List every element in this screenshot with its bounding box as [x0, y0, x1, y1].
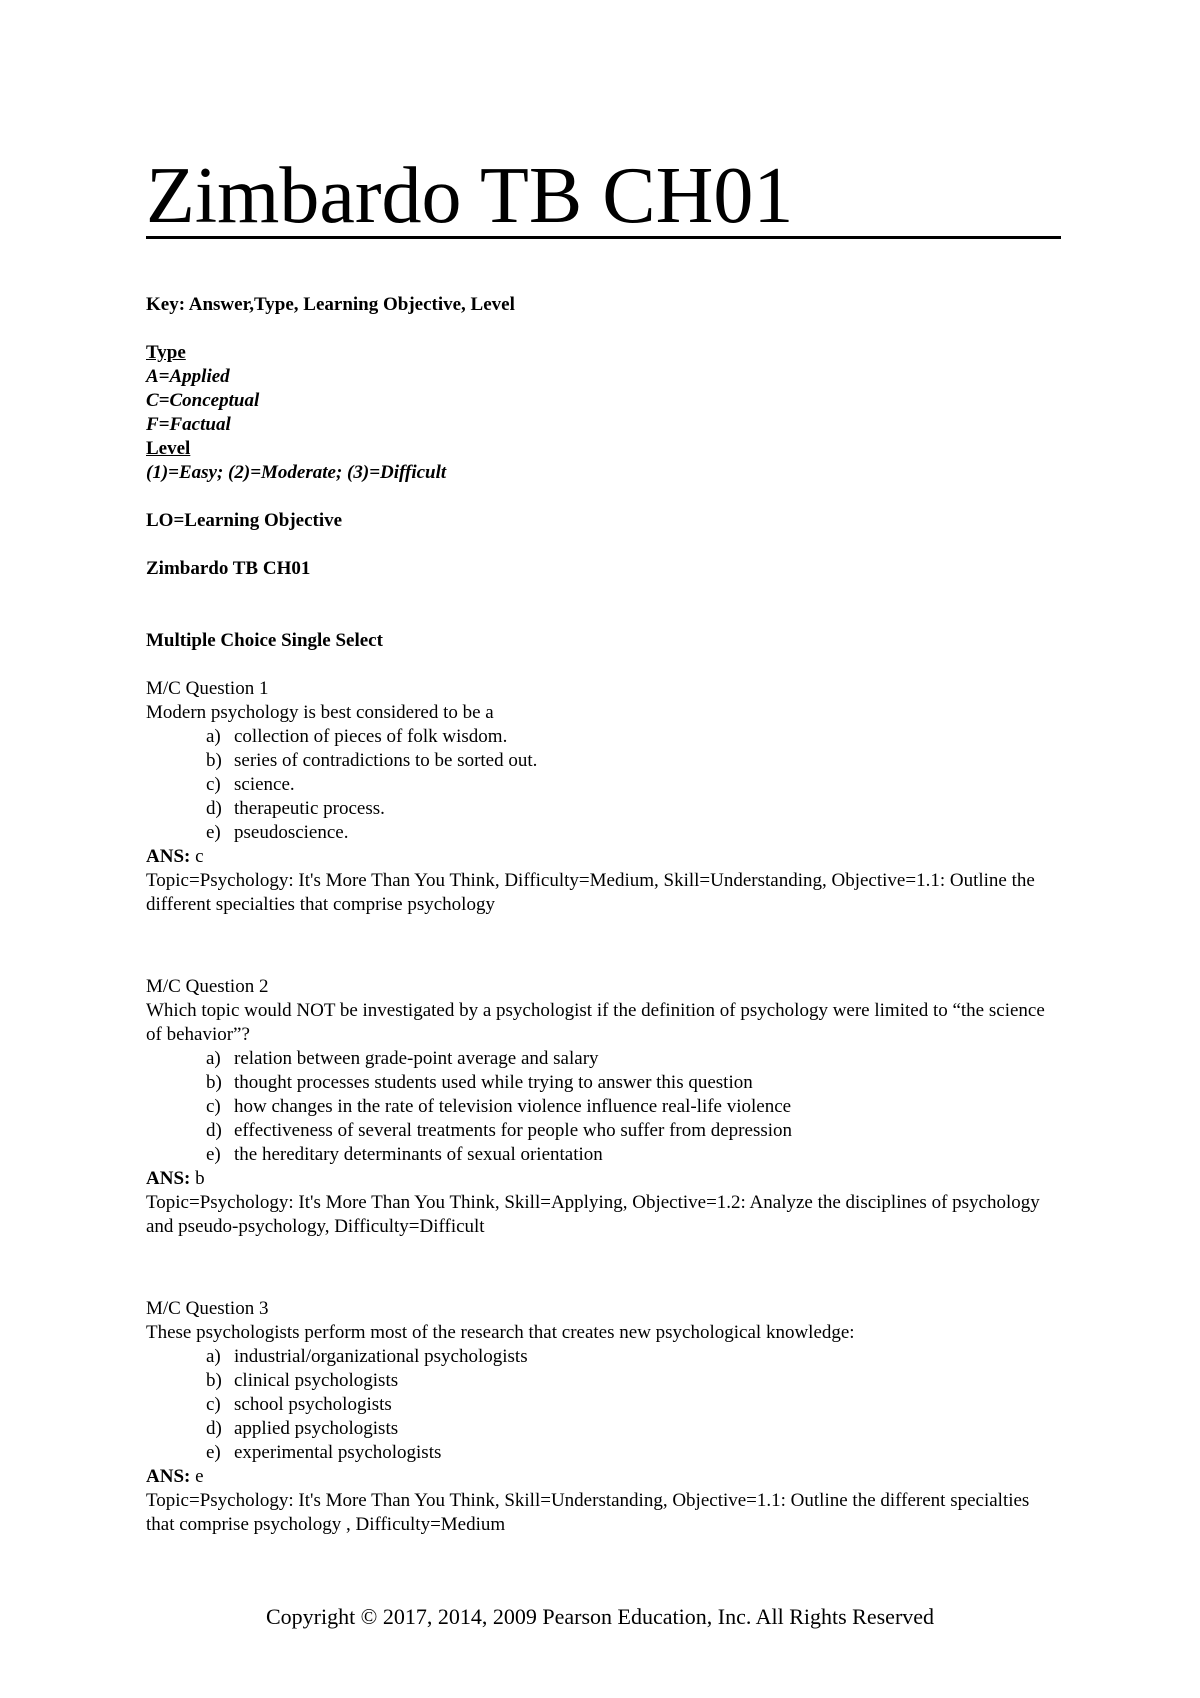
option-item [206, 1047, 1061, 1071]
option-text: experimental psychologists [234, 1442, 442, 1463]
lo-line: LO=Learning Objective [146, 510, 343, 531]
answer-label: ANS: [146, 1466, 191, 1487]
option-text: science. [234, 774, 295, 795]
option-item [206, 1095, 1061, 1119]
answer-line [146, 845, 1061, 869]
option-letter: d) [206, 1120, 222, 1141]
option-list [146, 1047, 1061, 1167]
question-meta: Topic=Psychology: It's More Than You Think, Skill=Applying, Objective=1.2: Analyze the disciplines of psychology and pseudo-psychology, Difficulty=Difficult [146, 1192, 1040, 1237]
type-factual: F=Factual [146, 414, 231, 435]
option-letter: b) [206, 1072, 222, 1093]
key-line: Key: Answer,Type, Learning Objective, Level [146, 294, 515, 315]
option-item [206, 725, 1061, 749]
type-applied: A=Applied [146, 366, 230, 387]
option-text: relation between grade-point average and salary [234, 1048, 599, 1069]
option-text: school psychologists [234, 1394, 392, 1415]
option-item [206, 797, 1061, 821]
answer-label: ANS: [146, 1168, 191, 1189]
option-text: how changes in the rate of television violence influence real-life violence [234, 1096, 792, 1117]
type-heading: Type [146, 342, 186, 363]
answer-value: e [190, 1466, 204, 1487]
option-item [206, 1441, 1061, 1465]
question-block [146, 975, 1061, 1239]
option-letter: c) [206, 1394, 221, 1415]
question-text: Which topic would NOT be investigated by a psychologist if the definition of psychology were limited to “the science of behavior”? [146, 1000, 1045, 1045]
question-block [146, 677, 1061, 917]
answer-line [146, 1167, 1061, 1191]
option-letter: a) [206, 1346, 221, 1367]
option-text: pseudoscience. [234, 822, 349, 843]
section-heading: Multiple Choice Single Select [146, 630, 383, 651]
option-letter: d) [206, 798, 222, 819]
answer-label: ANS: [146, 846, 191, 867]
option-letter: a) [206, 1048, 221, 1069]
option-letter: d) [206, 1418, 222, 1439]
type-conceptual: C=Conceptual [146, 390, 260, 411]
option-item [206, 1071, 1061, 1095]
option-text: the hereditary determinants of sexual orientation [234, 1144, 603, 1165]
option-letter: b) [206, 750, 222, 771]
option-item [206, 1143, 1061, 1167]
document-body [146, 293, 1061, 1537]
option-list [146, 725, 1061, 845]
option-item [206, 1369, 1061, 1393]
option-item [206, 1417, 1061, 1441]
option-letter: a) [206, 726, 221, 747]
option-letter: e) [206, 1442, 221, 1463]
question-block [146, 1297, 1061, 1537]
option-text: effectiveness of several treatments for people who suffer from depression [234, 1120, 793, 1141]
question-label: M/C Question 2 [146, 976, 269, 997]
level-values: (1)=Easy; (2)=Moderate; (3)=Difficult [146, 462, 447, 483]
answer-value: c [190, 846, 204, 867]
title-underline [146, 236, 1061, 239]
question-meta: Topic=Psychology: It's More Than You Think, Skill=Understanding, Objective=1.1: Outline the different specialties that comprise psychology , Difficulty=Medium [146, 1490, 1030, 1535]
option-text: collection of pieces of folk wisdom. [234, 726, 508, 747]
option-item [206, 773, 1061, 797]
option-text: industrial/organizational psychologists [234, 1346, 528, 1367]
level-heading: Level [146, 438, 191, 459]
question-text: These psychologists perform most of the research that creates new psychological knowledge: [146, 1322, 855, 1343]
copyright-footer: Copyright © 2017, 2014, 2009 Pearson Education, Inc. All Rights Reserved [265, 1604, 935, 1629]
option-letter: e) [206, 1144, 221, 1165]
option-item [206, 749, 1061, 773]
option-list [146, 1345, 1061, 1465]
document-title: Zimbardo TB CH01 [146, 152, 794, 240]
option-text: series of contradictions to be sorted out. [234, 750, 538, 771]
option-text: applied psychologists [234, 1418, 399, 1439]
question-label: M/C Question 3 [146, 1298, 269, 1319]
option-text: clinical psychologists [234, 1370, 399, 1391]
question-meta: Topic=Psychology: It's More Than You Think, Difficulty=Medium, Skill=Understanding, Objective=1.1: Outline the different specialties that comprise psychology [146, 870, 1035, 915]
section-subtitle: Zimbardo TB CH01 [146, 558, 311, 579]
answer-line [146, 1465, 1061, 1489]
option-text: thought processes students used while trying to answer this question [234, 1072, 753, 1093]
option-letter: c) [206, 1096, 221, 1117]
answer-value: b [190, 1168, 205, 1189]
option-letter: e) [206, 822, 221, 843]
option-letter: b) [206, 1370, 222, 1391]
question-label: M/C Question 1 [146, 678, 269, 699]
option-letter: c) [206, 774, 221, 795]
option-item [206, 1393, 1061, 1417]
option-item [206, 1345, 1061, 1369]
option-text: therapeutic process. [234, 798, 385, 819]
option-item [206, 821, 1061, 845]
option-item [206, 1119, 1061, 1143]
question-text: Modern psychology is best considered to be a [146, 702, 494, 723]
